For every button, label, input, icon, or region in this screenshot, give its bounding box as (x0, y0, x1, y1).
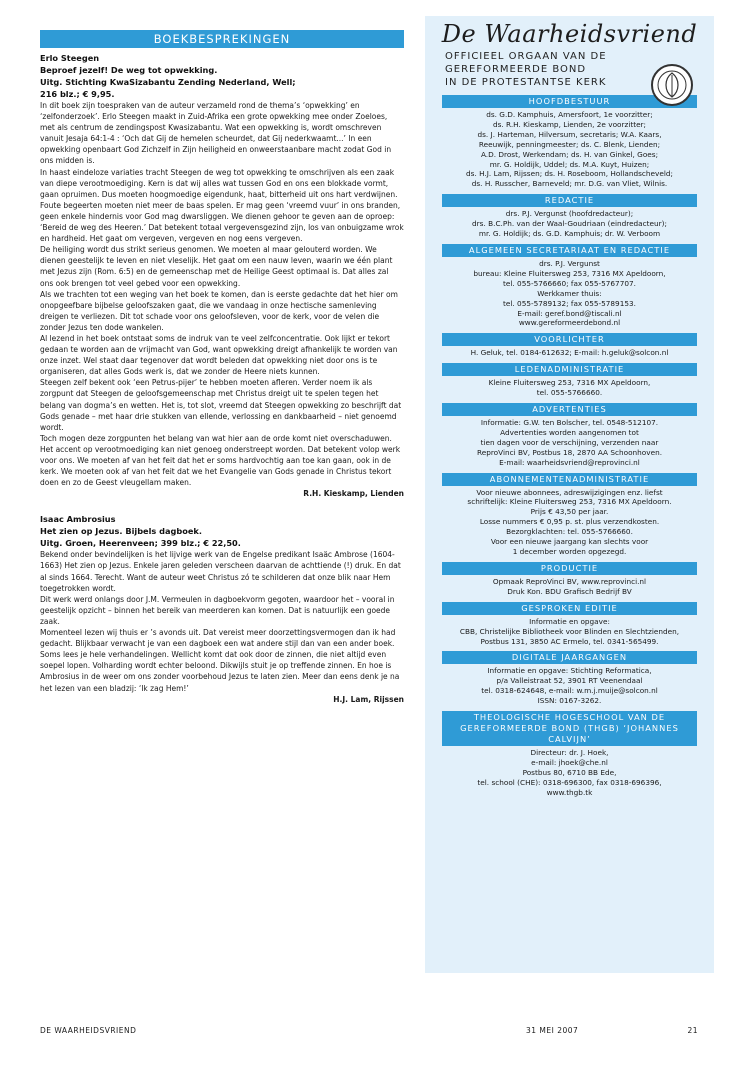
colophon-line: Informatie en opgave: Stichting Reformatica, (487, 666, 652, 676)
colophon-line: 1 december worden opgezegd. (512, 547, 627, 556)
colophon-section (442, 363, 697, 399)
colophon-section-header: ADVERTENTIES (442, 403, 697, 416)
colophon-section-body (442, 346, 697, 359)
colophon-section (442, 651, 697, 707)
colophon-section-header: THEOLOGISCHE HOGESCHOOL VAN DE GEREFORMEERDE BOND (THGB) ‘JOHANNES CALVIJN’ (442, 711, 697, 746)
colophon-line: schriftelijk: Kleine Fluitersweg 253, 7316 MX Apeldoorn. (467, 497, 672, 507)
colophon-line: Voor nieuwe abonnees, adreswijzigingen enz. liefst (476, 487, 663, 497)
colophon-line: ds. R.H. Kieskamp, Lienden, 2e voorzitter; (492, 119, 647, 129)
colophon-section-body (442, 615, 697, 648)
colophon-line: Voor een nieuwe jaargang kan slechts voor (490, 537, 649, 547)
colophon-line: Informatie en opgave: (529, 616, 610, 626)
colophon-box (425, 16, 714, 973)
colophon-line: tien dagen voor de verschijning, verzenden naar (480, 437, 659, 447)
colophon-line: Prijs € 43,50 per jaar. (530, 507, 609, 517)
colophon-section-body (442, 376, 697, 399)
footer-date: 31 MEI 2007 (526, 1026, 579, 1035)
review-title: Beproef jezelf! De weg tot opwekking. (40, 65, 218, 75)
colophon-section-body (442, 486, 697, 558)
colophon-line: Directeur: dr. J. Hoek, (530, 748, 609, 758)
page-number: 21 (687, 1026, 698, 1035)
bond-seal-icon (650, 63, 694, 107)
colophon-line: tel. 055-5789132; fax 055-5789153. (503, 298, 636, 308)
review-publisher: Uitg. Groen, Heerenveen; 399 blz.; € 22,50. (40, 538, 241, 549)
colophon-section-header: PRODUCTIE (442, 562, 697, 575)
colophon-line: tel. 0318-624648, e-mail: w.m.j.muije@solcon.nl (481, 686, 658, 696)
colophon-section (442, 244, 697, 329)
colophon-section-body (442, 257, 697, 329)
colophon-line: Werkkamer thuis: (537, 288, 602, 298)
footer-publication: DE WAARHEIDSVRIEND (40, 1026, 137, 1035)
review-price: 216 blz.; € 9,95. (40, 89, 115, 99)
paragraph: Bekend onder bevindelijken is het lijvige werk van de Engelse predikant Isaäc Ambrose (1604-1663) Het zien op Jezus. Enkele jaren geleden verscheen daarvan de achttiende (!) druk. En dat al sinds 1664. Terecht. Want de auteur weet Christus zó te schilderen dat onze blik naar Hem toegetrokken wordt. (40, 550, 401, 593)
review-publisher: Uitg. Stichting KwaSizabantu Zending Nederland, Well; (40, 77, 296, 87)
colophon-section (442, 95, 697, 190)
colophon-line: drs. P.J. Vergunst (hoofdredacteur); (505, 209, 634, 219)
colophon-line: Advertenties worden aangenomen tot (500, 427, 639, 437)
colophon-line: Losse nummers € 0,95 p. st. plus verzendkosten. (479, 517, 660, 527)
colophon-line: Postbus 131, 3850 AC Ermelo, tel. 0341-565499. (480, 636, 659, 646)
review-author: Isaac Ambrosius (40, 514, 116, 525)
colophon-line: Kleine Fluitersweg 253, 7316 MX Apeldoorn, (488, 378, 651, 388)
colophon-line: Reeuwijk, penningmeester; ds. C. Blenk, Lienden; (478, 139, 661, 149)
colophon-line: p/a Valleistraat 52, 3901 RT Veenendaal (496, 676, 643, 686)
colophon-line: A.D. Drost, Werkendam; ds. H. van Ginkel, Goes; (480, 149, 659, 159)
colophon-line: bureau: Kleine Fluitersweg 253, 7316 MX Apeldoorn, (473, 268, 666, 278)
colophon-line: mr. G. Holdijk; ds. G.D. Kamphuis; dr. W. Verboom (478, 229, 661, 239)
colophon-line: www.gereformeerdebond.nl (518, 318, 621, 328)
paragraph: Steegen zelf bekent ook ‘een Petrus-pijer’ te hebben moeten afleren. Verder noem ik als zorgpunt dat Steegen de geloofsgemeenschap met Christus dreigt uit te spelen tegen het belang van dogma’s en wetten. Het is, tot slot, vreemd dat Steegen opwekking zo beschrijft dat Gods genade – met haar drie stukken van ellende, verlossing en dankbaarheid – niet genoemd wordt. (40, 378, 402, 432)
colophon-section-body (442, 108, 697, 190)
colophon-line: ds. H.J. Lam, Rijssen; ds. H. Roseboom, Hollandscheveld; (466, 169, 673, 179)
review-signature: H.J. Lam, Rijssen (333, 694, 404, 704)
colophon-section-header: HOOFDBESTUUR (442, 95, 697, 108)
colophon-section-header: DIGITALE JAARGANGEN (442, 651, 697, 664)
review-author: Erlo Steegen (40, 53, 100, 63)
colophon-line: e-mail: jhoek@che.nl (531, 757, 608, 767)
colophon-section-header: GESPROKEN EDITIE (442, 602, 697, 615)
colophon-line: Postbus 80, 6710 BB Ede, (522, 767, 617, 777)
section-header: BOEKBESPREKINGEN (40, 30, 404, 48)
review-ambrosius (40, 513, 404, 704)
colophon-line: ISSN: 0167-3262. (537, 696, 602, 706)
colophon-line: E-mail: geref.bond@tiscali.nl (517, 308, 622, 318)
colophon-line: tel. 055-5766660; fax 055-5767707. (503, 278, 636, 288)
colophon-section (442, 333, 697, 359)
colophon-line: ds. J. Harteman, Hilversum, secretaris; W.A. Kaars, (477, 129, 662, 139)
colophon-section-body (442, 575, 697, 598)
paragraph: Al lezend in het boek ontstaat soms de indruk van te veel zelfconcentratie. Ook lijkt er tekort gedaan te worden aan de vrijmacht van God, want opwekking dreigt afhankelijk te worden van onze inzet. Wel staat daar tegenover dat wordt beleden dat opwekking niet door ons is te organiseren, dat alles Gods werk is, dat we zonder de Heere niets kunnen. (40, 333, 398, 377)
paragraph: De heiliging wordt dus strikt serieus genomen. We moeten al maar gelouterd worden. We dienen geestelijk te leven en niet vleselijk. Het gaat om een nauw leven, waarin we één plant met Jezus zijn (Rom. 6:5) en de gemeenschap met de Heilige Geest optimaal is. Dat alles zal ons ook brengen tot veel gebed voor een opwekking. (40, 245, 393, 288)
colophon-line: tel. school (CHE): 0318-696300, fax 0318-696396, (477, 777, 662, 787)
colophon-line: Druk Kon. BDU Grafisch Bedrijf BV (507, 586, 632, 596)
paragraph: Als we trachten tot een weging van het boek te komen, dan is eerste gedachte dat het hier om onopgeefbare bijbelse geloofszaken gaat, die we vandaag in onze hectische samenleving dreigen te verliezen. Dit tot schade voor ons geloofsleven, voor de kerk, voor de velen die zonder Jezus ten dode wankelen. (40, 289, 398, 332)
colophon-line: drs. B.C.Ph. van der Waal-Goudriaan (eindredacteur); (472, 219, 667, 229)
colophon-line: ReproVinci BV, Postbus 18, 2870 AA Schoonhoven. (476, 447, 663, 457)
colophon-section-header: VOORLICHTER (442, 333, 697, 346)
colophon-line: www.thgb.tk (546, 787, 593, 797)
review-signature: R.H. Kieskamp, Lienden (303, 489, 404, 499)
review-steegen (40, 52, 404, 499)
colophon-section (442, 711, 697, 799)
colophon-section-header: ALGEMEEN SECRETARIAAT EN REDACTIE (442, 244, 697, 257)
colophon-section (442, 194, 697, 240)
colophon-line: ds. G.D. Kamphuis, Amersfoort, 1e voorzitter; (486, 110, 653, 119)
paragraph: In dit boek zijn toespraken van de auteur verzameld rond de thema’s ‘opwekking’ en ‘zelfonderzoek’. Erlo Steegen maakt in Zuid-Afrika een grote opwekking mee onder Zoeloes, met als centrum de zendingspost Kwasizabantu. Wat een opwekking is, wordt omschreven vanuit Jesaja 64:1-4 : ‘Och dat Gij de hemelen scheurdet, dat Gij nederkwaamt...’ In een opwekking openbaart God Zichzelf in Zijn heiligheid en onweerstaanbare macht zodat God in ons midden is. (40, 101, 392, 166)
colophon-line: tel. 055-5766660. (536, 388, 603, 398)
colophon-section-header: ABONNEMENTENADMINISTRATIE (442, 473, 697, 486)
colophon-section-body (442, 207, 697, 240)
review-title: Het zien op Jezus. Bijbels dagboek. (40, 526, 202, 537)
colophon-line: CBB, Christelijke Bibliotheek voor Blinden en Slechtzienden, (459, 626, 680, 636)
colophon-section-body (442, 416, 697, 469)
colophon-line: H. Geluk, tel. 0184-612632; E-mail: h.geluk@solcon.nl (470, 348, 669, 358)
colophon-section-body (442, 746, 697, 799)
paragraph: Toch mogen deze zorgpunten het belang van wat hier aan de orde komt niet overschaduwen. Het accent op verootmoediging kan niet genoeg onderstreept worden. Dat betekent volop werk voor ons. We moeten af van het feit dat het er soms hardvochtig aan toe kan gaan, ook in de kerk. We moeten ook af van het feit dat we het Evangelie van Gods genade in Christus tekort doen en zo de Geest vleugellam maken. (40, 433, 401, 488)
colophon-line: ds. H. Russcher, Barneveld; mr. D.G. van Vliet, Wilnis. (471, 179, 668, 189)
paragraph: In haast eindeloze variaties tracht Steegen de weg tot opwekking te omschrijven als een zaak van diepe verootmoediging. Kern is dat wij alles wat tussen God en ons een blokkade vormt, gaan opruimen. Dus moeten hoogmoedige eigendunk, haat, bitterheid uit ons hart verdwijnen. Foute begeerten moeten niet meer de baas spelen. Er mag geen ‘vreemd vuur’ in ons branden, geen enkele hindernis voor God mag dwarsliggen. We dienen gehoor te geven aan de oproep: ‘Bereid de weg des Heeren.’ Dat betekent totaal vergevensgezind zijn, los van onbuigzame wrok en hardheid. Het gaat om vergeven, vergeven en nog eens vergeven. (40, 167, 404, 244)
colophon-line: E-mail: waarheidsvriend@reprovinci.nl (499, 457, 640, 467)
colophon-line: drs. P.J. Vergunst (539, 258, 600, 268)
colophon-line: mr. G. Holdijk, Uddel; ds. M.A. Kuyt, Huizen; (489, 159, 650, 169)
colophon-section-body (442, 664, 697, 707)
colophon-section (442, 403, 697, 469)
colophon-line: Opmaak ReproVinci BV, www.reprovinci.nl (492, 576, 647, 586)
paragraph: Momenteel lezen wij thuis er ’s avonds uit. Dat vereist meer doorzettingsvermogen dan ik had gedacht. Blijkbaar verwacht je van een dagboek een wat andere stijl dan van een ander boek. Soms lees je hele verhandelingen. Wellicht komt dat ook door de zinnen, die niet altijd even soepel lopen. Volharding wordt echter beloond. Dikwijls stuit je op treffende zinnen. En hoe is Ambrosius in de weer om ons zonder voorbehoud Jezus te laten zien. Meer dan eens denk je na het lezen van een bladzij: ‘Ik zag Hem!’ (40, 628, 400, 693)
colophon-section (442, 562, 697, 598)
masthead-subtitle: OFFICIEEL ORGAAN VAN DE GEREFORMEERDE BOND IN DE PROTESTANTSE KERK (445, 51, 607, 88)
colophon-section-header: REDACTIE (442, 194, 697, 207)
colophon-line: Informatie: G.W. ten Bolscher, tel. 0548-512107. (480, 418, 659, 428)
paragraph: Dit werk werd onlangs door J.M. Vermeulen in dagboekvorm gegoten, waardoor het – vooral in geestelijk opzicht – binnen het bereik van meerderen kan komen. Dat is natuurlijk een goede zaak. (40, 594, 395, 626)
colophon-section-header: LEDENADMINISTRATIE (442, 363, 697, 376)
masthead-title: De Waarheidsvriend (441, 20, 698, 48)
colophon-line: Bezorgklachten: tel. 055-5766660. (506, 527, 633, 537)
colophon-section (442, 473, 697, 558)
colophon-section (442, 602, 697, 648)
book-reviews-column (40, 30, 404, 705)
